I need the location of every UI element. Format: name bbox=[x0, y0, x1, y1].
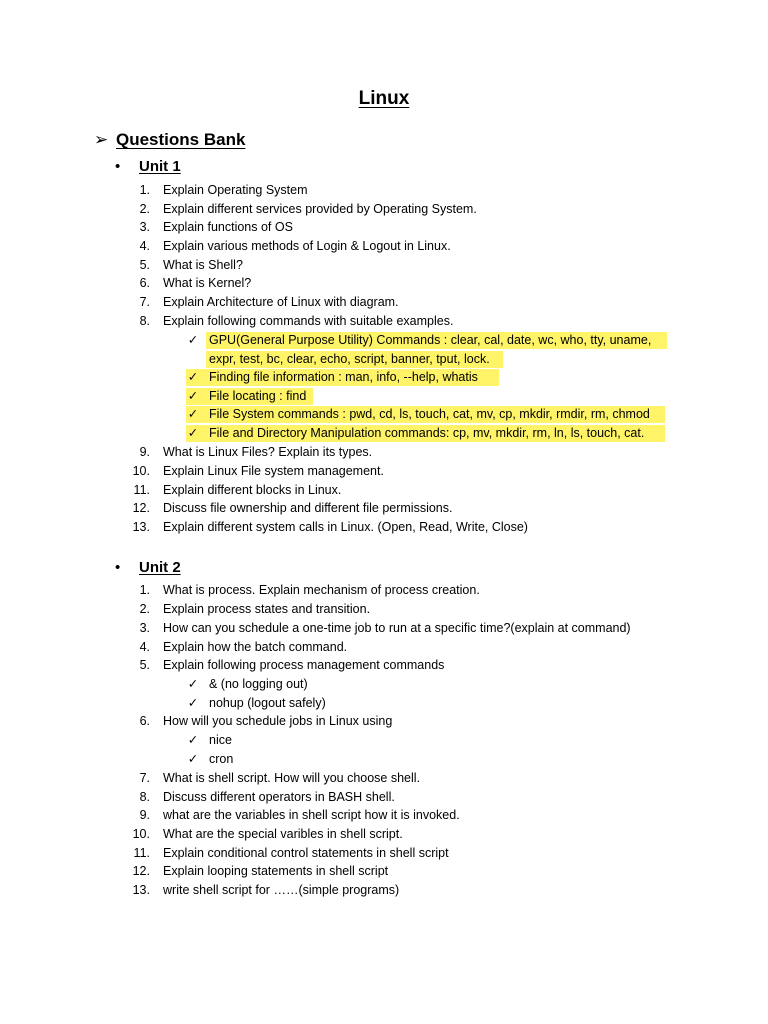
checkmark-icon: ✓ bbox=[187, 333, 199, 347]
checkmark-icon: ✓ bbox=[187, 370, 199, 384]
checkmark-icon: ✓ bbox=[187, 426, 199, 440]
checkmark-icon: ✓ bbox=[187, 696, 199, 710]
checkmark-icon: ✓ bbox=[187, 677, 199, 691]
checkmark-icon: ✓ bbox=[187, 733, 199, 747]
checkmark-icon: ✓ bbox=[187, 752, 199, 766]
unit-2-heading bbox=[115, 559, 181, 576]
checkmark-icon: ✓ bbox=[187, 389, 199, 403]
bullet-icon: • bbox=[115, 158, 121, 175]
bullet-icon: • bbox=[115, 559, 121, 576]
unit-1-heading bbox=[115, 158, 181, 175]
page-title: Linux bbox=[358, 88, 410, 109]
checkmark-icon: ✓ bbox=[187, 407, 199, 421]
section-questions-bank bbox=[94, 130, 245, 150]
unit-label: Unit 2 bbox=[139, 559, 181, 576]
document-page: Linux ➢ Questions Bank • Unit 1 1. Explain Operating System 2. Explain different services provided by Operating System. 3. Explain functions of OS 4. Explain various methods of Login & Logout in Linux. 5. What is Shell? 6. What is Kernel? 7. Explain Architecture of Linux with diagram. 8. Explain following commands with suitable examples. ✓ GPU(General Purpose Utility) Commands : clear, cal, date, wc, who, tty, uname, expr, test, bc, clear, echo, script, banner, tput, lock. ✓ Finding file information : man, info, --help, whatis ✓ File locating : find ✓ File System commands : pwd, cd, ls, touch, cat, mv, cp, mkdir, rmdir, rm, chmod ✓ File and Directory Manipulation commands: cp, mv, mkdir, rm, ln, ls, touch, cat. 9. What is Linux Files? Explain its types. 10. Explain Linux File system management. 11. Explain different blocks in Linux. 12. Discuss file ownership and different file permissions. 13. Explain different system calls in Linux. (Open, Read, Write, Close) • Unit 2 1. What is process. Explain mechanism of process creation. 2. Explain process states and transition. 3. How can you schedule a one-time job to run at a specific time?(explain at command) 4. Explain how the batch command. 5. Explain following process management commands ✓ & (no logging out) ✓ nohup (logout safely) 6. How will you schedule jobs in Linux using ✓ nice ✓ cron 7. What is shell script. How will you choose shell. 8. Discuss different operators in BASH shell. 9. what are the variables in shell script how it is invoked. 10. What are the special varibles in shell script. 11. Explain conditional control statements in shell script 12. Explain looping statements in shell script 13. write shell script for ……(simple programs) bbox=[0, 0, 768, 1024]
section-heading: Questions Bank bbox=[116, 130, 246, 149]
arrow-bullet-icon: ➢ bbox=[94, 130, 109, 149]
unit-label: Unit 1 bbox=[139, 158, 181, 175]
